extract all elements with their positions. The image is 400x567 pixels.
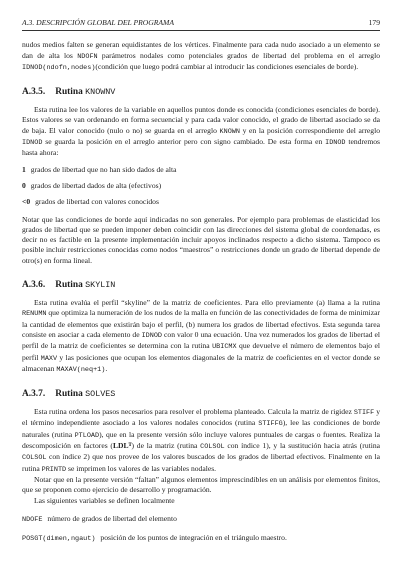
section-heading-skylin: A.3.6. Rutina SKYLIN: [22, 280, 116, 291]
variable-description: NDOFE número de grados de libertad del elemento: [22, 513, 177, 524]
variable-description: POSGT(dimen,ngaut) posición de los puntos de integración en el triángulo maestro.: [22, 533, 287, 544]
missing-elements-note: Notar que en la presente versión “faltan” algunos elementos imprescindibles en un análisis por elementos finitos, que se proponen como ejercicio de desarrollo y programación.: [22, 474, 380, 495]
header-title: A.3. DESCRIPCIÓN GLOBAL DEL PROGRAMA: [22, 18, 175, 27]
idnod-legend-item: <0 grados de libertad con valores conocidos: [22, 197, 159, 207]
local-variables-intro: Las siguientes variables se definen localmente: [34, 495, 175, 505]
boundary-note-paragraph: Notar que las condiciones de borde aquí indicadas no son generales. Por ejemplo para problemas de elasticidad los grados de libertad que se pueden imponer deben coincidir con las direcciones del sistema global de coordenadas, es decir no es factible en la presente implementación incluir apoyos inclinados respecto a dicho sistema. Tampoco es posible incluir restricciones conocidas como nodos “maestros” o restricciones donde un grado de libertad depende de otro(s) en forma lineal.: [22, 214, 380, 265]
section-heading-solves: A.3.7. Rutina SOLVES: [22, 389, 116, 400]
idnod-legend-item: 1 grados de libertad que no han sido dados de alta: [22, 164, 177, 174]
skylin-paragraph: Esta rutina evalúa el perfil “skyline” de la matriz de coeficientes. Para ello previamente (a) llama a la rutina RENUMN que optimiza la numeración de los nudos de la malla en función de las conectividades de forma de minimizar la cantidad de elementos que existirán bajo el perfil, (b) numera los grados de libertad efectivos. Esta segunda tarea consiste en asociar a cada elemento de IDNOD con valor 0 una ecuación. Una vez numerados los grados de libertad el perfil de la matriz de coeficientes se determina con la rutina UBICMX que devuelve el número de elementos bajo el perfil MAXV y las posiciones que ocupan los elementos diagonales de la matriz de coeficientes en el vector donde se almacenan MAXAV(neq+1).: [22, 298, 381, 374]
intro-paragraph: nudos medios falten se generan equidistantes de los vértices. Finalmente para cada nudo asociado a un elemento se dan de alta los NDOFN parámetros nodales como potenciales grados de libertad del problema en el arreglo IDNOD(ndofn,nodes)(condición que luego podrá cambiar al introducir las condiciones esenciales de borde).: [22, 40, 380, 72]
knownv-paragraph: Esta rutina lee los valores de la variable en aquellos puntos donde es conocida (condiciones esenciales de borde). Estos valores se van ordenando en forma secuencial y para cada valor conocido, el grado de libertad asociado se da de baja. El valor conocido (nulo o no) se guarda en el arreglo KNOWN y en la posición correspondiente del arreglo IDNOD se guarda la posición en el arreglo anterior pero con signo cambiado. De esta forma en IDNOD tendremos hasta ahora:: [22, 105, 380, 158]
running-header: [22, 18, 380, 31]
solves-paragraph: Esta rutina ordena los pasos necesarios para resolver el problema planteado. Calcula la matriz de rigidez STIFF y el término independiente asociado a los valores nodales conocidos (rutina STIFFG), lee las condiciones de borde naturales (rutina PTLOAD), que en la presente versión sólo incluye valores puntuales de cargas o fuentes. Realiza la descomposición en factores (LDLᵀ) de la matriz (rutina COLSOL con índice 1), y la sustitución hacia atrás (rutina COLSOL con índice 2) que nos provee de los valores buscados de los grados de libertad efectivos. Finalmente en la rutina PRINTD se imprimen los valores de las variables nodales.: [22, 407, 381, 474]
section-heading-knownv: A.3.5. Rutina KNOWNV: [22, 87, 116, 98]
page-number: 179: [368, 18, 380, 27]
idnod-legend-item: 0 grados de libertad dados de alta (efectivos): [22, 180, 162, 190]
